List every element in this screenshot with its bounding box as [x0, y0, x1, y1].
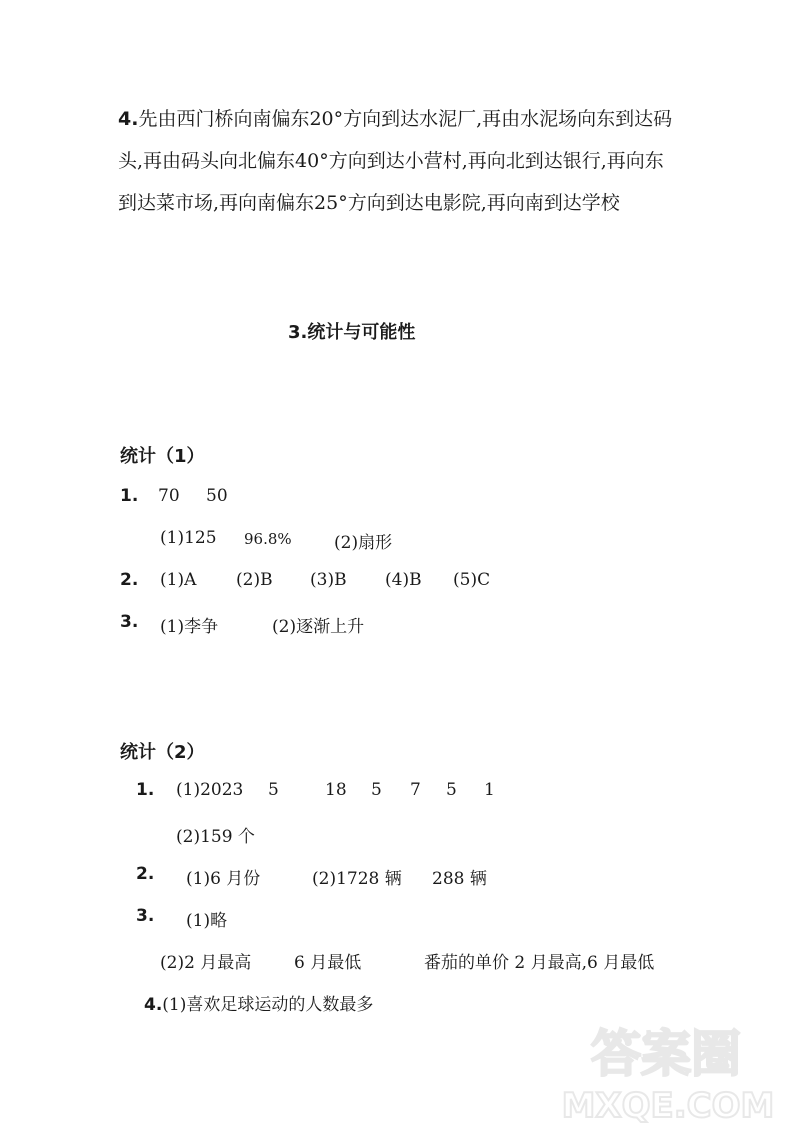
stat1-q1-answer-b: 50 — [206, 486, 228, 506]
intro-line-2: 头,再由码头向北偏东40°方向到达小营村,再向北到达银行,再向东 — [118, 150, 664, 172]
stat1-q1-sub2: 96.8% — [244, 530, 292, 548]
stat2-q2-a: (1)6 月份 — [186, 869, 261, 889]
stat2-q1-b: 5 — [268, 780, 279, 800]
stat1-q2-number: 2. — [120, 570, 139, 590]
stat1-q1-answer-a: 70 — [158, 486, 180, 506]
intro-line-3: 到达菜市场,再向南偏东25°方向到达电影院,再向南到达学校 — [118, 192, 620, 214]
stat2-q1-e: 7 — [410, 780, 421, 800]
stat2-q1-sub: (2)159 个 — [176, 827, 255, 847]
stat2-q3-d: 番茄的单价 2 月最高,6 月最低 — [424, 953, 655, 973]
stat2-q2-b: (2)1728 辆 — [312, 869, 402, 889]
stat1-q3-a: (1)李争 — [160, 617, 219, 637]
stat1-q2-a: (1)A — [160, 570, 197, 590]
stat2-q1-c: 18 — [325, 780, 347, 800]
stat1-q2-e: (5)C — [453, 570, 491, 590]
stat1-q1-number: 1. — [120, 486, 139, 506]
stat2-q1-a: (1)2023 — [176, 780, 244, 800]
stat1-q2-c: (3)B — [310, 570, 347, 590]
stat2-q1-number: 1. — [136, 780, 155, 800]
stat2-q4-line — [144, 990, 373, 1015]
stat2-q4-number: 4. — [144, 995, 163, 1015]
stat1-q2-b: (2)B — [236, 570, 273, 590]
intro-text-1: 先由西门桥向南偏东20°方向到达水泥厂,再由水泥场向东到达码 — [138, 108, 673, 130]
stat2-q1-d: 5 — [371, 780, 382, 800]
intro-number: 4. — [118, 108, 139, 130]
stat2-q3-b: (2)2 月最高 — [160, 953, 252, 973]
stat1-heading: 统计（1） — [120, 446, 205, 467]
stat2-q3-a: (1)略 — [186, 911, 228, 931]
stat1-q1-sub3: (2)扇形 — [334, 533, 393, 553]
stat1-q1-sub1: (1)125 — [160, 528, 217, 548]
stat2-q1-g: 1 — [484, 780, 495, 800]
watermark-text-domain: MXQE.COM — [561, 1086, 775, 1125]
stat1-q3-b: (2)逐渐上升 — [272, 617, 365, 637]
stat2-q2-c: 288 辆 — [432, 869, 487, 889]
stat2-q4-a: (1)喜欢足球运动的人数最多 — [162, 995, 374, 1015]
stat2-heading: 统计（2） — [120, 742, 205, 763]
stat1-q2-d: (4)B — [385, 570, 422, 590]
watermark-logo — [548, 1013, 788, 1125]
stat2-q2-number: 2. — [136, 864, 155, 884]
section-title: 3.统计与可能性 — [288, 322, 416, 343]
stat2-q1-f: 5 — [446, 780, 457, 800]
stat1-q3-number: 3. — [120, 612, 139, 632]
watermark-text-main: 答案圈 — [591, 1025, 741, 1083]
stat2-q3-number: 3. — [136, 906, 155, 926]
intro-line-1 — [118, 110, 672, 129]
stat2-q3-c: 6 月最低 — [294, 953, 362, 973]
